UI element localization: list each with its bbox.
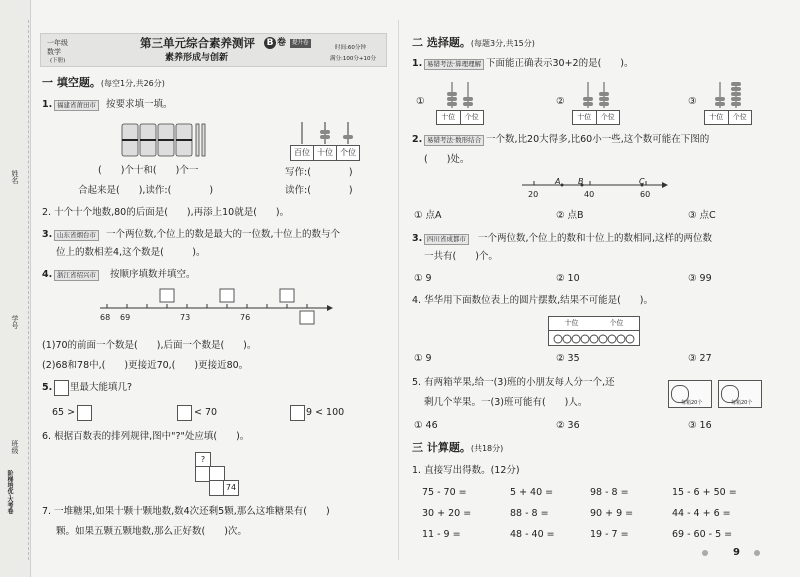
q5-inequality-c: 9 < 100 — [306, 407, 345, 418]
decor-dot — [754, 550, 760, 556]
calc-problem: 11 - 9 = — [422, 529, 461, 540]
stick-bundles-image — [120, 120, 210, 160]
ones-header: 个位 — [609, 319, 624, 327]
calc-problem: 44 - 4 + 6 = — [672, 508, 731, 519]
region-tag: 浙江省绍兴市 — [54, 270, 99, 281]
section-calc-title: 三 计算题。(共18分) — [412, 441, 504, 454]
decor-dot — [702, 550, 708, 556]
page-divider — [398, 20, 399, 560]
s2q1-number: 1. — [412, 58, 423, 69]
point-a-label: A — [555, 177, 561, 186]
section-choice-title: 二 选择题。(每题3分,共15分) — [412, 36, 535, 49]
option-3-label[interactable]: ③ — [688, 96, 697, 107]
point-b-label: B — [578, 177, 584, 186]
q1-read-blank[interactable]: 读作:( ) — [285, 185, 353, 196]
tens-label: 十位 — [573, 111, 597, 124]
page-number: 9 — [733, 547, 740, 558]
skill-tag: 易错考法·算理理解 — [424, 59, 484, 70]
s2q3-text: 一个两位数,个位上的数和十位上的数相同,这样的两位数 — [478, 233, 713, 244]
volume-suffix: 卷 — [277, 38, 287, 48]
q3-number: 3. — [42, 229, 53, 240]
abacus-option-1 — [432, 80, 484, 110]
hundred-chart-given-cell: 74 — [223, 480, 239, 496]
q4-sub1-text: (1)70的前面一个数是( ),后面一个数是( )。 — [42, 340, 257, 351]
option-3[interactable]: ③ 27 — [688, 353, 712, 364]
tens-label: 十位 — [314, 146, 337, 160]
name-label: 姓名 — [11, 170, 19, 184]
q5-inequality-a: 65 > — [52, 407, 76, 418]
place-table-3 — [704, 110, 752, 125]
q3-text: 一个两位数,个位上的数是最大的一位数,十位上的数与个 — [106, 229, 341, 240]
abacus-option-3 — [700, 80, 752, 110]
binding-spine — [0, 0, 31, 577]
option-2[interactable]: ② 10 — [556, 273, 580, 284]
test-title: 第三单元综合素养测评 — [140, 36, 255, 50]
volume-badge: B — [264, 37, 276, 49]
tick-label: 20 — [528, 190, 539, 199]
tens-label: 十位 — [437, 111, 461, 124]
option-1[interactable]: ① 9 — [414, 273, 432, 284]
class-label: 班级 — [11, 440, 19, 454]
q5-inequality-b: < 70 — [194, 407, 218, 418]
tick-label: 60 — [640, 190, 651, 199]
calc-problem: 48 - 40 = — [510, 529, 555, 540]
q5-text: 里最大能填几? — [70, 382, 133, 393]
s3q1-text: 1. 直接写出得数。(12分) — [412, 465, 520, 476]
abacus-place-table — [290, 145, 360, 161]
disc-place-table — [548, 316, 640, 346]
s2q5-text: 5. 有两箱苹果,给一(3)班的小朋友每人分一个,还 — [412, 377, 615, 388]
q1-combined-blank[interactable]: 合起来是( ),读作:( ) — [78, 185, 214, 196]
calc-problem: 69 - 60 - 5 = — [672, 529, 733, 540]
calc-problem: 15 - 6 + 50 = — [672, 487, 737, 498]
level-badge: 提升卷 — [292, 40, 309, 46]
option-2[interactable]: ② 35 — [556, 353, 580, 364]
test-subtitle: 素养形成与创新 — [165, 53, 229, 63]
apple-box-1 — [668, 380, 712, 408]
place-table-1 — [436, 110, 484, 125]
option-1[interactable]: ① 46 — [414, 420, 438, 431]
s2q4-text: 4. 华华用下面数位表上的圆片摆数,结果不可能是( )。 — [412, 295, 654, 306]
tick-label: 69 — [120, 313, 131, 322]
apple-box-2 — [718, 380, 762, 408]
option-3[interactable]: ③ 16 — [688, 420, 712, 431]
calc-problem: 75 - 70 = — [422, 487, 467, 498]
q2-text: 2. 十个十个地数,80的后面是( ),再添上10就是( )。 — [42, 207, 290, 218]
disc-row — [549, 332, 639, 346]
hundreds-label: 百位 — [291, 146, 314, 160]
option-3[interactable]: ③ 点C — [688, 210, 716, 221]
s2q5-text-line2: 剩几个苹果。一(3)班可能有( )人。 — [424, 397, 588, 408]
option-1[interactable]: ① 点A — [414, 210, 442, 221]
brand-label: 阶梯培优·大考卷 — [6, 470, 13, 515]
option-2[interactable]: ② 36 — [556, 420, 580, 431]
answer-box[interactable] — [177, 405, 192, 421]
tens-label: 十位 — [705, 111, 729, 124]
grade-label: 一年级 — [47, 39, 68, 47]
s2q2-text-line2: ( )处。 — [424, 154, 470, 165]
edition-label: (下册) — [50, 58, 66, 64]
place-table-2 — [572, 110, 620, 125]
ones-label: 个位 — [340, 148, 356, 157]
answer-box[interactable] — [54, 380, 69, 396]
q4-sub2-text: (2)68和78中,( )更接近70,( )更接近80。 — [42, 360, 249, 371]
box-label: 每箱20个 — [731, 400, 753, 406]
tick-label: 73 — [180, 313, 191, 322]
q1-tens-ones-blank[interactable]: ( )个十和( )个一 — [98, 165, 199, 176]
ones-label: 个位 — [732, 113, 747, 121]
abacus-image — [290, 120, 360, 145]
answer-box[interactable] — [290, 405, 305, 421]
abacus-option-2 — [568, 80, 620, 110]
subject-label: 数学 — [47, 48, 61, 56]
box-label: 每箱20个 — [681, 400, 703, 406]
q4-text: 按顺序填数并填空。 — [110, 269, 196, 280]
s2q2-text: 一个数,比20大得多,比60小一些,这个数可能在下图的 — [486, 134, 710, 145]
time-label: 时间:60分钟 — [335, 45, 366, 51]
q7-text: 7. 一堆糖果,如果十颗十颗地数,数4次还剩5颗,那么这堆糖果有( ) — [42, 506, 330, 517]
option-2[interactable]: ② 点B — [556, 210, 584, 221]
hundred-chart-unknown-cell: ? — [195, 452, 211, 468]
q7-text-line2: 颗。如果五颗五颗地数,那么正好数( )次。 — [56, 526, 247, 537]
q5-number: 5. — [42, 382, 53, 393]
student-id-label: 学号 — [11, 315, 19, 329]
skill-tag: 易错考法·数形结合 — [424, 135, 484, 146]
ones-label: 个位 — [600, 113, 615, 121]
answer-box[interactable] — [77, 405, 92, 421]
option-1-label[interactable]: ① — [416, 96, 425, 107]
ones-label: 个位 — [464, 113, 479, 121]
region-tag: 福建省莆田市 — [54, 100, 99, 111]
section-fill-blank-title: 一 填空题。(每空1分,共26分) — [42, 76, 165, 89]
s2q2-number: 2. — [412, 134, 423, 145]
s2q3-text-line2: 一共有( )个。 — [424, 251, 498, 262]
q4-number: 4. — [42, 269, 53, 280]
option-2-label[interactable]: ② — [556, 96, 565, 107]
calc-problem: 98 - 8 = — [590, 487, 629, 498]
tick-label: 76 — [240, 313, 251, 322]
score-label: 满分:100分+10分 — [330, 56, 376, 62]
s2q1-text: 下面能正确表示30+2的是( )。 — [486, 58, 634, 69]
calc-problem: 30 + 20 = — [422, 508, 472, 519]
region-tag: 四川省成都市 — [424, 234, 469, 245]
s2q3-number: 3. — [412, 233, 423, 244]
calc-problem: 90 + 9 = — [590, 508, 634, 519]
option-1[interactable]: ① 9 — [414, 353, 432, 364]
tick-label: 68 — [100, 313, 111, 322]
number-line-q4 — [95, 288, 335, 328]
region-tag: 山东省烟台市 — [54, 230, 99, 241]
q1-number: 1. — [42, 99, 53, 110]
option-3[interactable]: ③ 99 — [688, 273, 712, 284]
tens-header: 十位 — [564, 319, 579, 327]
q3-text-line2: 位上的数相差4,这个数是( )。 — [56, 247, 206, 258]
q6-text: 6. 根据百数表的排列规律,图中"?"处应填( )。 — [42, 431, 250, 442]
point-c-label: C — [639, 177, 645, 186]
tick-label: 40 — [584, 190, 595, 199]
q1-write-blank[interactable]: 写作:( ) — [285, 167, 353, 178]
q1-text: 按要求填一填。 — [106, 99, 173, 110]
calc-problem: 5 + 40 = — [510, 487, 554, 498]
calc-problem: 19 - 7 = — [590, 529, 629, 540]
calc-problem: 88 - 8 = — [510, 508, 549, 519]
